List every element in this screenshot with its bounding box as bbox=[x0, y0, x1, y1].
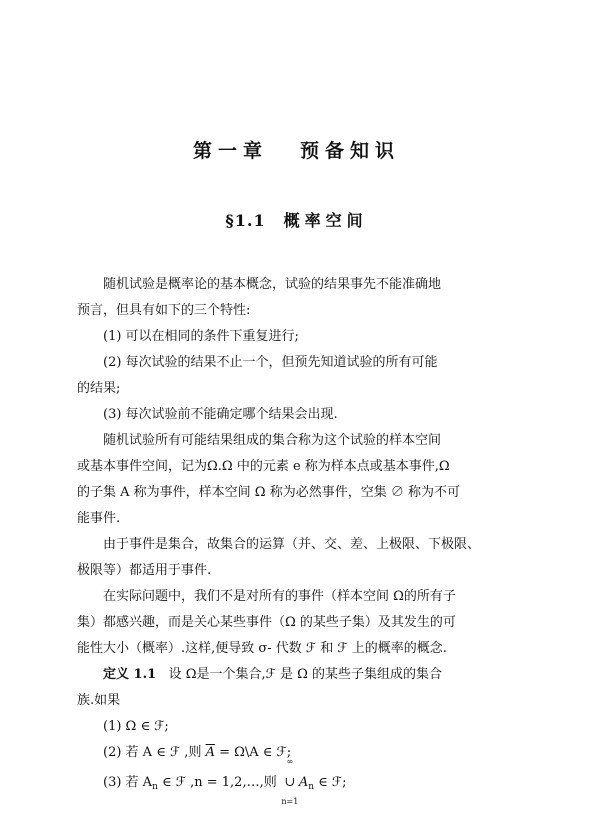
text-line: (2) 每次试验的结果不止一个，但预先知道试验的所有可能 bbox=[103, 355, 438, 370]
text-line: 的结果; bbox=[77, 381, 121, 396]
condition-3-prefix: (3) 若 A bbox=[103, 775, 153, 790]
subscript-n: n bbox=[152, 782, 158, 792]
text-line: 随机试验所有可能结果组成的集合称为这个试验的样本空间 bbox=[103, 433, 442, 448]
union-upper-limit: ∞ bbox=[286, 757, 294, 766]
chapter-number: 第一章 bbox=[192, 140, 268, 162]
text-line: 随机试验是概率论的基本概念，试验的结果事先不能准确地 bbox=[103, 277, 442, 292]
condition-2-suffix: = Ω\A ∈ ℱ; bbox=[214, 745, 292, 760]
union-lower-limit: n=1 bbox=[281, 797, 299, 806]
subscript-n: n bbox=[308, 782, 315, 792]
definition-text: 设 Ω是一个集合,ℱ 是 Ω 的某些子集组成的集合 bbox=[168, 667, 443, 682]
section-heading bbox=[0, 208, 593, 231]
condition-3-middle: ∈ ℱ ,n = 1,2,…,则 bbox=[157, 775, 281, 790]
text-line: 能性大小（概率）.这样,便导致 σ- 代数 ℱ 和 ℱ 上的概率的概念. bbox=[77, 641, 447, 656]
text-line: (1) 可以在相同的条件下重复进行; bbox=[103, 329, 299, 344]
definition-label: 定义 1.1 bbox=[103, 667, 157, 682]
section-title: 概率空间 bbox=[283, 211, 368, 230]
text-line: 由于事件是集合，故集合的运算（并、交、差、上极限、下极限、 bbox=[103, 537, 481, 552]
text-line: 能事件. bbox=[77, 511, 121, 526]
text-line: (3) 每次试验前不能确定哪个结果会出现. bbox=[103, 407, 338, 422]
text-line: 的子集 A 称为事件，样本空间 Ω 称为必然事件，空集 ∅ 称为不可 bbox=[77, 485, 460, 500]
condition-3 bbox=[77, 757, 517, 806]
body-text bbox=[77, 272, 517, 806]
condition-2-prefix: (2) 若 A ∈ ℱ ,则 bbox=[103, 745, 206, 760]
condition-3-suffix: ∈ ℱ; bbox=[314, 775, 347, 790]
definition-line bbox=[77, 662, 517, 688]
union-sign: ∪ bbox=[284, 775, 296, 790]
section-number: §1.1 bbox=[225, 211, 266, 230]
complement-symbol: $\overline{A}$ bbox=[205, 745, 215, 760]
text-line: 预言，但具有如下的三个特性: bbox=[77, 303, 251, 318]
text-line: 极限等）都适用于事件. bbox=[77, 563, 212, 578]
chapter-heading bbox=[0, 136, 593, 163]
big-union-symbol bbox=[281, 757, 299, 806]
text-line: 在实际问题中，我们不是对所有的事件（样本空间 Ω的所有子 bbox=[103, 589, 456, 604]
text-line: 或基本事件空间，记为Ω.Ω 中的元素 e 称为样本点或基本事件,Ω bbox=[77, 459, 450, 474]
text-line: 集）都感兴趣，而是关心某些事件（Ω 的某些子集）及其发生的可 bbox=[77, 615, 456, 630]
text-line: 族.如果 bbox=[77, 693, 121, 708]
condition-1: (1) Ω ∈ ℱ; bbox=[103, 719, 169, 734]
set-A: A bbox=[298, 775, 309, 790]
chapter-title: 预备知识 bbox=[300, 140, 401, 162]
